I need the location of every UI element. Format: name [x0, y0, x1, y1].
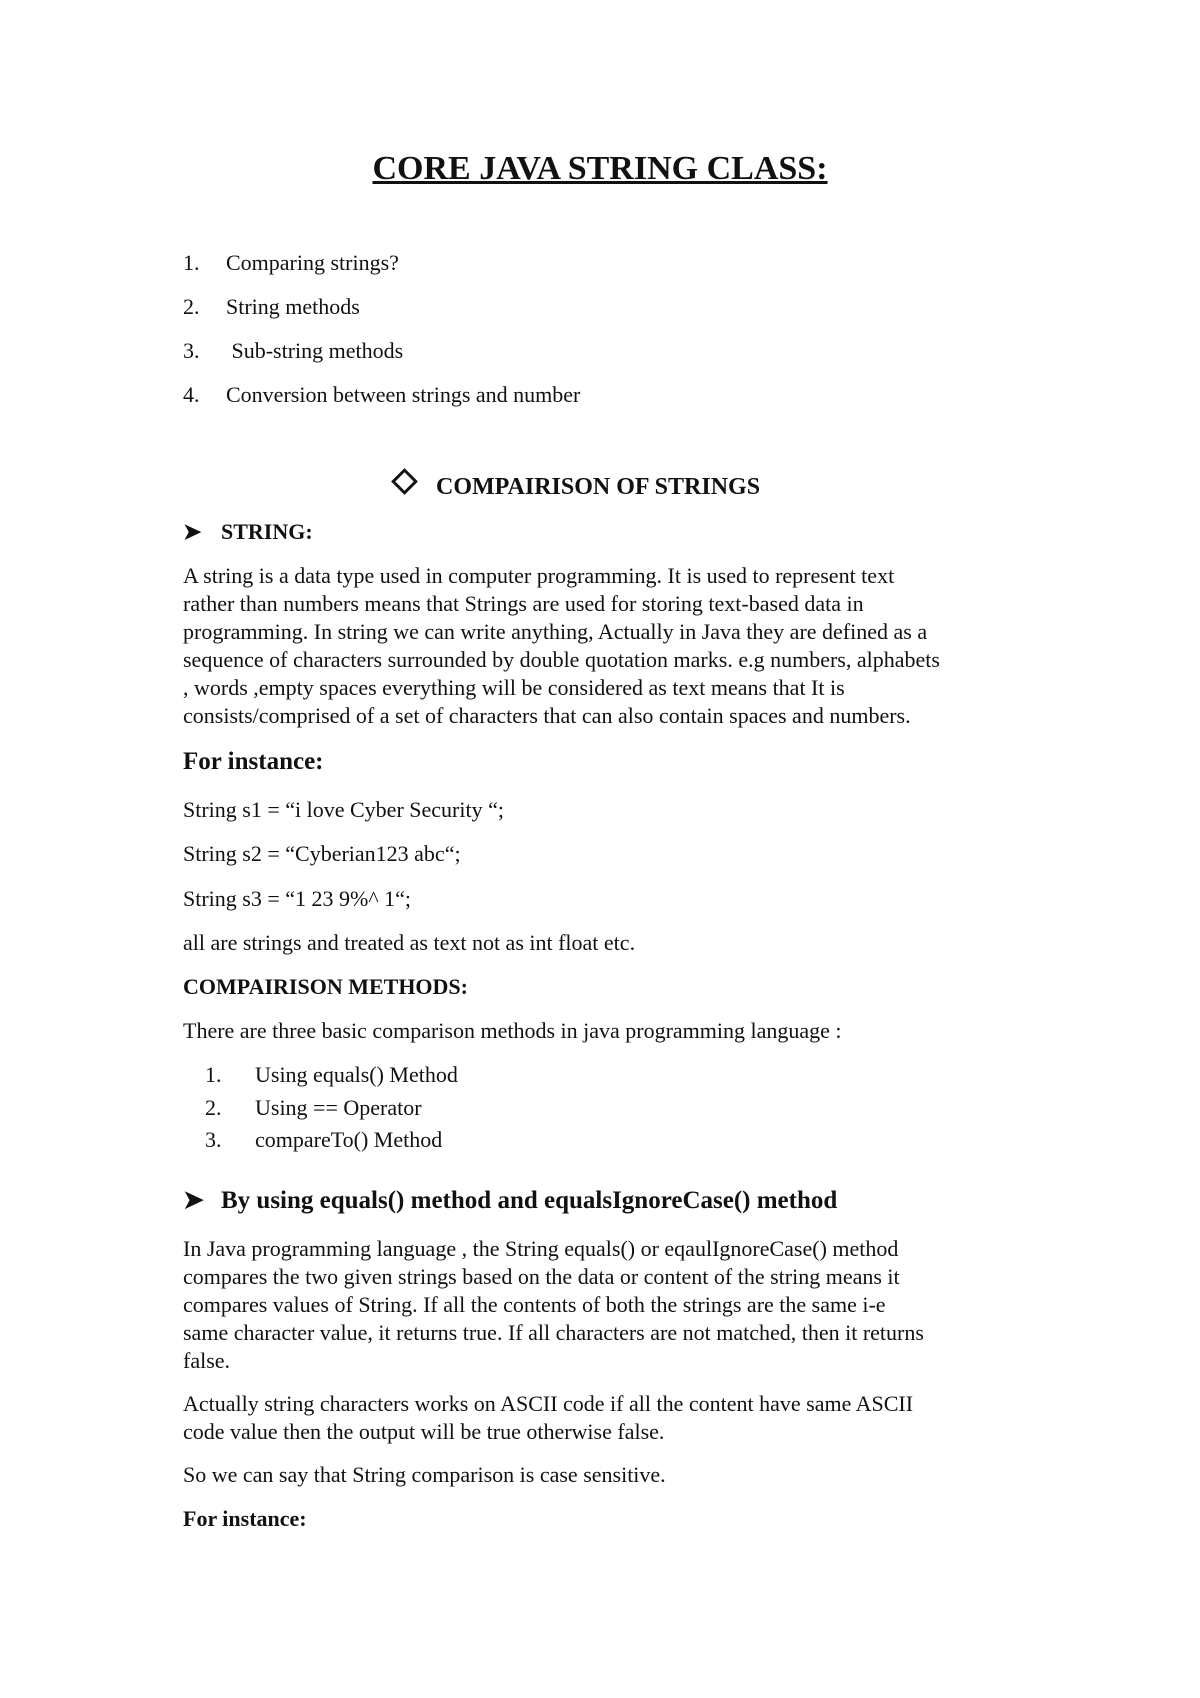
toc-number: 3.: [183, 338, 200, 363]
equals-heading: [183, 1185, 837, 1215]
string-heading-text: STRING:: [221, 519, 313, 544]
list-item: [0, 1095, 1200, 1125]
page-title: CORE JAVA STRING CLASS:: [372, 150, 828, 187]
paragraph-line: compares values of String. If all the contents of both the strings are the same i-e: [183, 1292, 886, 1317]
paragraph-line: sequence of characters surrounded by double quotation marks. e.g numbers, alphabets: [183, 647, 940, 672]
list-item: [0, 1127, 1200, 1157]
toc-number: 4.: [183, 382, 200, 407]
paragraph-line: A string is a data type used in computer programming. It is used to represent text: [183, 563, 895, 588]
paragraph-line: consists/comprised of a set of characters that can also contain spaces and numbers.: [183, 703, 911, 728]
paragraph-line: , words ,empty spaces everything will be considered as text means that It is: [183, 675, 845, 700]
case-sensitive-note: So we can say that String comparison is case sensitive.: [183, 1462, 666, 1487]
list-item: [0, 1062, 1200, 1092]
ascii-paragraph: [183, 1390, 1043, 1446]
paragraph-line: same character value, it returns true. If all characters are not matched, then it returns: [183, 1320, 924, 1345]
equals-heading-text: By using equals() method and equalsIgnoreCase() method: [221, 1187, 838, 1214]
example-line: String s3 = “1 23 9%^ 1“;: [183, 886, 412, 911]
example-line: String s1 = “i love Cyber Security “;: [183, 797, 504, 822]
methods-intro: There are three basic comparison methods in java programming language :: [183, 1018, 842, 1043]
toc-item: [0, 338, 1200, 368]
methods-heading: COMPAIRISON METHODS:: [183, 974, 468, 999]
all-strings-note: all are strings and treated as text not as int float etc.: [183, 930, 636, 955]
list-text: compareTo() Method: [255, 1127, 443, 1152]
toc-text: Sub-string methods: [226, 338, 404, 363]
paragraph-line: Actually string characters works on ASCII code if all the content have same ASCII: [183, 1391, 914, 1416]
paragraph-line: programming. In string we can write anything, Actually in Java they are defined as a: [183, 619, 928, 644]
equals-paragraph: [183, 1235, 1043, 1375]
paragraph-line: false.: [183, 1348, 231, 1373]
section-heading: [395, 472, 760, 501]
toc-item: [0, 250, 1200, 280]
list-number: 1.: [205, 1062, 222, 1087]
diamond-bullet-icon: [391, 468, 418, 495]
paragraph-line: code value then the output will be true otherwise false.: [183, 1419, 665, 1444]
list-number: 2.: [205, 1095, 222, 1120]
arrow-bullet-icon: ➤: [183, 519, 202, 544]
for-instance-heading: For instance:: [183, 748, 324, 775]
arrow-bullet-icon: ➤: [183, 1187, 204, 1214]
list-text: Using equals() Method: [255, 1062, 458, 1087]
example-line: String s2 = “Cyberian123 abc“;: [183, 841, 461, 866]
paragraph-line: rather than numbers means that Strings are used for storing text-based data in: [183, 591, 864, 616]
paragraph-line: In Java programming language , the String equals() or eqaulIgnoreCase() method: [183, 1236, 899, 1261]
list-number: 3.: [205, 1127, 222, 1152]
section-heading-text: COMPAIRISON OF STRINGS: [436, 474, 761, 500]
for-instance-heading-2: For instance:: [183, 1506, 307, 1531]
toc-item: [0, 294, 1200, 324]
toc-text: Comparing strings?: [226, 250, 399, 275]
list-text: Using == Operator: [255, 1095, 422, 1120]
string-heading: [183, 519, 313, 545]
string-definition-paragraph: [183, 562, 1043, 730]
toc-number: 1.: [183, 250, 200, 275]
toc-number: 2.: [183, 294, 200, 319]
paragraph-line: compares the two given strings based on the data or content of the string means it: [183, 1264, 900, 1289]
toc-text: String methods: [226, 294, 360, 319]
toc-text: Conversion between strings and number: [226, 382, 581, 407]
toc-item: [0, 382, 1200, 412]
